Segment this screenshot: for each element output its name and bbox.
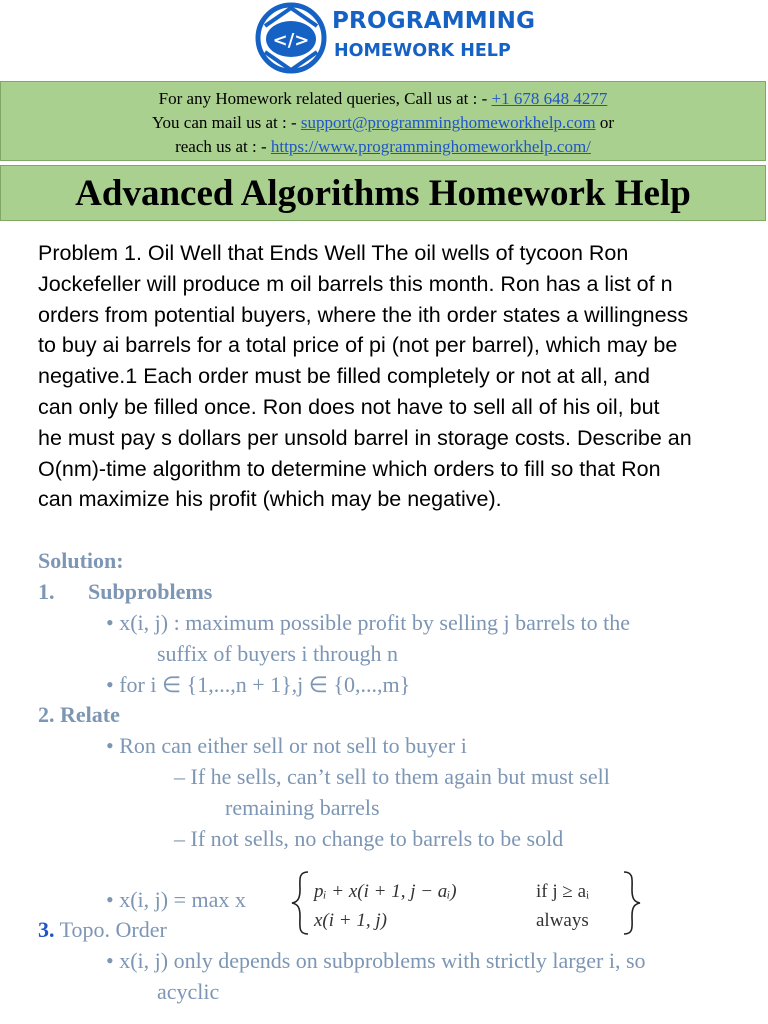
recurrence-formula: [286, 866, 646, 940]
problem-line: Jockefeller will produce m oil barrels this month. Ron has a list of n: [38, 271, 673, 296]
step2-bullet1: • Ron can either sell or not sell to buyer i: [106, 733, 467, 758]
logo-text-line2: HOMEWORK HELP: [334, 41, 511, 61]
problem-line: he must pay s dollars per unsold barrel in storage costs. Describe an: [38, 425, 692, 450]
logo-glyph: </>: [272, 30, 310, 51]
email-link[interactable]: support@programminghomeworkhelp.com: [300, 113, 596, 132]
logo-text-line1: PROGRAMMING: [332, 8, 536, 34]
website-link[interactable]: https://www.programminghomeworkhelp.com/: [270, 137, 591, 156]
problem-line: can only be filled once. Ron does not have to sell all of his oil, but: [38, 394, 660, 419]
problem-line: negative.1 Each order must be filled completely or not at all, and: [38, 364, 650, 389]
problem-line: can maximize his profit (which may be negative).: [38, 487, 502, 512]
step3-number: 3.: [38, 917, 55, 942]
case2-expression: x(i + 1, j): [314, 910, 387, 931]
right-brace: [624, 872, 640, 934]
problem-line: Problem 1. Oil Well that Ends Well The oil wells of tycoon Ron: [38, 241, 629, 265]
phone-link[interactable]: +1 678 648 4277: [491, 89, 608, 108]
step2-dash2: – If not sells, no change to barrels to be sold: [174, 826, 564, 851]
problem-line: O(nm)-time algorithm to determine which orders to fill so that Ron: [38, 456, 661, 481]
case1-condition: if j ≥ aᵢ: [536, 881, 590, 902]
solution-heading: Solution:: [38, 548, 124, 573]
step1-title: Subproblems: [88, 579, 213, 604]
page-title: Advanced Algorithms Homework Help: [75, 173, 691, 214]
case1-expression: pᵢ + x(i + 1, j − aᵢ): [314, 881, 457, 902]
problem-statement: [38, 238, 758, 515]
step1-bullet1: • x(i, j) : maximum possible profit by selling j barrels to the: [106, 610, 631, 635]
contact-line-website: [1, 135, 765, 159]
case2-condition: always: [536, 910, 589, 931]
contact-email-label: You can mail us at : -: [151, 113, 301, 132]
code-badge-icon: [255, 0, 327, 78]
step2-bullet2: • x(i, j) = max x: [106, 887, 246, 912]
step2-title: 2. Relate: [38, 702, 120, 727]
problem-line: to buy ai barrels for a total price of pi (not per barrel), which may be: [38, 333, 678, 358]
left-brace: [292, 872, 308, 934]
step1-bullet2: • for i ∈ {1,...,n + 1},j ∈ {0,...,m}: [106, 672, 411, 697]
contact-line-phone: [1, 87, 765, 111]
title-box: [0, 165, 766, 221]
step1-bullet1-cont: suffix of buyers i through n: [157, 641, 398, 666]
step3-line: [38, 917, 167, 943]
contact-website-label: reach us at : -: [175, 137, 271, 156]
problem-line: orders from potential buyers, where the ith order states a willingness: [38, 302, 689, 327]
step1-number: 1.: [38, 579, 55, 604]
contact-box: [0, 81, 766, 161]
contact-line-email: [1, 111, 765, 135]
step3-bullet1: • x(i, j) only depends on subproblems with strictly larger i, so: [106, 948, 646, 973]
step2-dash1: – If he sells, can’t sell to them again but must sell: [174, 764, 610, 789]
contact-phone-label: For any Homework related queries, Call us at : -: [158, 89, 492, 108]
step2-dash1-cont: remaining barrels: [225, 795, 380, 820]
step3-title: Topo. Order: [54, 917, 167, 942]
contact-email-suffix: or: [595, 113, 614, 132]
logo: [255, 0, 535, 80]
step3-bullet1-cont: acyclic: [157, 979, 220, 1004]
